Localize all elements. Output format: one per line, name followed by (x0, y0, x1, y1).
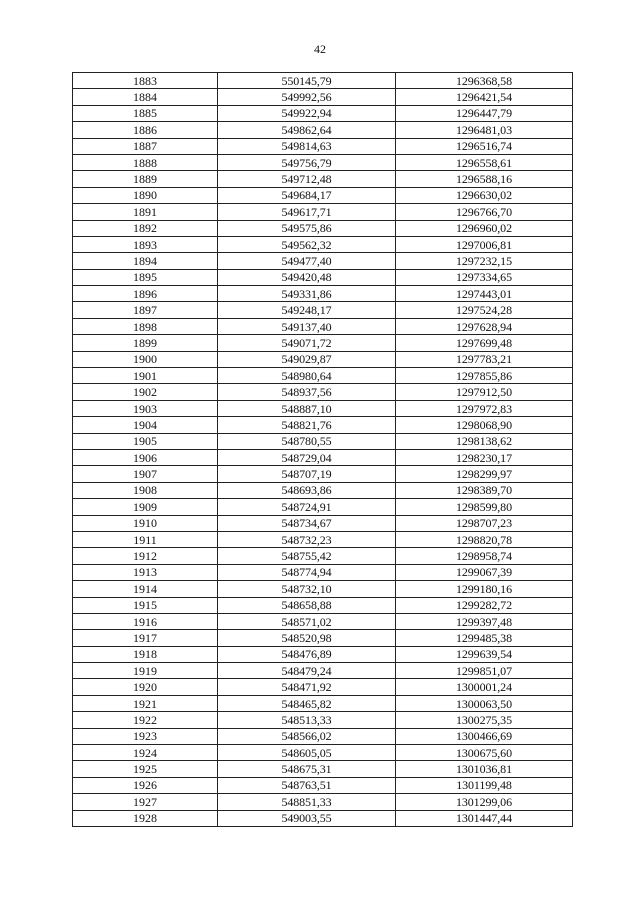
point-number-cell: 1892 (73, 220, 218, 236)
x-coordinate-cell: 550145,79 (218, 73, 396, 89)
y-coordinate-cell: 1296421,54 (396, 89, 573, 105)
point-number-cell: 1922 (73, 712, 218, 728)
x-coordinate-cell: 548780,55 (218, 433, 396, 449)
point-number-cell: 1917 (73, 630, 218, 646)
y-coordinate-cell: 1299067,39 (396, 564, 573, 580)
table-row (73, 728, 573, 744)
point-number-cell: 1899 (73, 335, 218, 351)
table-row (73, 597, 573, 613)
x-coordinate-cell: 548479,24 (218, 663, 396, 679)
table-row (73, 515, 573, 531)
y-coordinate-cell: 1296630,02 (396, 187, 573, 203)
y-coordinate-cell: 1296766,70 (396, 204, 573, 220)
x-coordinate-cell: 548732,10 (218, 581, 396, 597)
x-coordinate-cell: 548571,02 (218, 613, 396, 629)
y-coordinate-cell: 1297628,94 (396, 318, 573, 334)
x-coordinate-cell: 548980,64 (218, 368, 396, 384)
point-number-cell: 1909 (73, 499, 218, 515)
y-coordinate-cell: 1298707,23 (396, 515, 573, 531)
y-coordinate-cell: 1296960,02 (396, 220, 573, 236)
table-row (73, 122, 573, 138)
x-coordinate-cell: 548675,31 (218, 761, 396, 777)
x-coordinate-cell: 548724,91 (218, 499, 396, 515)
y-coordinate-cell: 1301036,81 (396, 761, 573, 777)
point-number-cell: 1916 (73, 613, 218, 629)
point-number-cell: 1901 (73, 368, 218, 384)
table-row (73, 794, 573, 810)
table-row (73, 761, 573, 777)
y-coordinate-cell: 1297006,81 (396, 236, 573, 252)
y-coordinate-cell: 1300675,60 (396, 745, 573, 761)
y-coordinate-cell: 1298230,17 (396, 449, 573, 465)
point-number-cell: 1921 (73, 695, 218, 711)
table-row (73, 368, 573, 384)
point-number-cell: 1898 (73, 318, 218, 334)
y-coordinate-cell: 1296516,74 (396, 138, 573, 154)
point-number-cell: 1913 (73, 564, 218, 580)
x-coordinate-cell: 549420,48 (218, 269, 396, 285)
y-coordinate-cell: 1299180,16 (396, 581, 573, 597)
table-row (73, 236, 573, 252)
y-coordinate-cell: 1296368,58 (396, 73, 573, 89)
point-number-cell: 1905 (73, 433, 218, 449)
x-coordinate-cell: 548763,51 (218, 777, 396, 793)
table-row (73, 499, 573, 515)
table-row (73, 531, 573, 547)
coordinates-table-body (73, 73, 573, 827)
x-coordinate-cell: 548605,05 (218, 745, 396, 761)
table-row (73, 581, 573, 597)
point-number-cell: 1896 (73, 286, 218, 302)
x-coordinate-cell: 548774,94 (218, 564, 396, 580)
x-coordinate-cell: 548851,33 (218, 794, 396, 810)
table-row (73, 73, 573, 89)
point-number-cell: 1924 (73, 745, 218, 761)
y-coordinate-cell: 1298820,78 (396, 531, 573, 547)
table-row (73, 449, 573, 465)
y-coordinate-cell: 1301199,48 (396, 777, 573, 793)
point-number-cell: 1883 (73, 73, 218, 89)
table-row (73, 548, 573, 564)
point-number-cell: 1906 (73, 449, 218, 465)
x-coordinate-cell: 548821,76 (218, 417, 396, 433)
point-number-cell: 1884 (73, 89, 218, 105)
table-row (73, 105, 573, 121)
table-row (73, 187, 573, 203)
table-row (73, 318, 573, 334)
x-coordinate-cell: 548566,02 (218, 728, 396, 744)
x-coordinate-cell: 549071,72 (218, 335, 396, 351)
table-row (73, 154, 573, 170)
table-row (73, 695, 573, 711)
x-coordinate-cell: 549712,48 (218, 171, 396, 187)
table-row (73, 679, 573, 695)
point-number-cell: 1910 (73, 515, 218, 531)
x-coordinate-cell: 548513,33 (218, 712, 396, 728)
x-coordinate-cell: 548471,92 (218, 679, 396, 695)
page-number: 42 (314, 42, 326, 56)
point-number-cell: 1919 (73, 663, 218, 679)
table-row (73, 171, 573, 187)
y-coordinate-cell: 1300001,24 (396, 679, 573, 695)
point-number-cell: 1918 (73, 646, 218, 662)
point-number-cell: 1893 (73, 236, 218, 252)
point-number-cell: 1886 (73, 122, 218, 138)
table-row (73, 433, 573, 449)
y-coordinate-cell: 1296558,61 (396, 154, 573, 170)
table-row (73, 777, 573, 793)
table-row (73, 400, 573, 416)
x-coordinate-cell: 548465,82 (218, 695, 396, 711)
x-coordinate-cell: 548755,42 (218, 548, 396, 564)
y-coordinate-cell: 1297783,21 (396, 351, 573, 367)
x-coordinate-cell: 549003,55 (218, 810, 396, 826)
point-number-cell: 1927 (73, 794, 218, 810)
y-coordinate-cell: 1297972,83 (396, 400, 573, 416)
y-coordinate-cell: 1299282,72 (396, 597, 573, 613)
table-row (73, 630, 573, 646)
table-row (73, 646, 573, 662)
point-number-cell: 1891 (73, 204, 218, 220)
table-row (73, 335, 573, 351)
point-number-cell: 1911 (73, 531, 218, 547)
x-coordinate-cell: 549684,17 (218, 187, 396, 203)
y-coordinate-cell: 1299397,48 (396, 613, 573, 629)
table-row (73, 417, 573, 433)
table-row (73, 482, 573, 498)
point-number-cell: 1900 (73, 351, 218, 367)
table-row (73, 564, 573, 580)
x-coordinate-cell: 548476,89 (218, 646, 396, 662)
table-row (73, 138, 573, 154)
y-coordinate-cell: 1297524,28 (396, 302, 573, 318)
x-coordinate-cell: 548729,04 (218, 449, 396, 465)
x-coordinate-cell: 548693,86 (218, 482, 396, 498)
y-coordinate-cell: 1300063,50 (396, 695, 573, 711)
point-number-cell: 1904 (73, 417, 218, 433)
y-coordinate-cell: 1298138,62 (396, 433, 573, 449)
point-number-cell: 1914 (73, 581, 218, 597)
y-coordinate-cell: 1298299,97 (396, 466, 573, 482)
point-number-cell: 1907 (73, 466, 218, 482)
y-coordinate-cell: 1296447,79 (396, 105, 573, 121)
y-coordinate-cell: 1297232,15 (396, 253, 573, 269)
x-coordinate-cell: 549617,71 (218, 204, 396, 220)
point-number-cell: 1928 (73, 810, 218, 826)
table-row (73, 613, 573, 629)
point-number-cell: 1894 (73, 253, 218, 269)
y-coordinate-cell: 1298958,74 (396, 548, 573, 564)
point-number-cell: 1915 (73, 597, 218, 613)
table-row (73, 712, 573, 728)
x-coordinate-cell: 549331,86 (218, 286, 396, 302)
table-row (73, 286, 573, 302)
point-number-cell: 1887 (73, 138, 218, 154)
point-number-cell: 1890 (73, 187, 218, 203)
x-coordinate-cell: 549575,86 (218, 220, 396, 236)
x-coordinate-cell: 548887,10 (218, 400, 396, 416)
x-coordinate-cell: 549814,63 (218, 138, 396, 154)
y-coordinate-cell: 1300275,35 (396, 712, 573, 728)
x-coordinate-cell: 548734,67 (218, 515, 396, 531)
y-coordinate-cell: 1296588,16 (396, 171, 573, 187)
table-row (73, 302, 573, 318)
point-number-cell: 1923 (73, 728, 218, 744)
x-coordinate-cell: 549756,79 (218, 154, 396, 170)
y-coordinate-cell: 1297334,65 (396, 269, 573, 285)
x-coordinate-cell: 548658,88 (218, 597, 396, 613)
x-coordinate-cell: 549562,32 (218, 236, 396, 252)
point-number-cell: 1912 (73, 548, 218, 564)
point-number-cell: 1889 (73, 171, 218, 187)
y-coordinate-cell: 1297912,50 (396, 384, 573, 400)
point-number-cell: 1920 (73, 679, 218, 695)
x-coordinate-cell: 548732,23 (218, 531, 396, 547)
y-coordinate-cell: 1297443,01 (396, 286, 573, 302)
y-coordinate-cell: 1300466,69 (396, 728, 573, 744)
y-coordinate-cell: 1301299,06 (396, 794, 573, 810)
y-coordinate-cell: 1299639,54 (396, 646, 573, 662)
y-coordinate-cell: 1298599,80 (396, 499, 573, 515)
table-row (73, 810, 573, 826)
table-row (73, 663, 573, 679)
table-row (73, 745, 573, 761)
y-coordinate-cell: 1299485,38 (396, 630, 573, 646)
table-row (73, 384, 573, 400)
x-coordinate-cell: 549137,40 (218, 318, 396, 334)
point-number-cell: 1895 (73, 269, 218, 285)
table-row (73, 351, 573, 367)
y-coordinate-cell: 1298068,90 (396, 417, 573, 433)
x-coordinate-cell: 548937,56 (218, 384, 396, 400)
point-number-cell: 1925 (73, 761, 218, 777)
table-row (73, 269, 573, 285)
point-number-cell: 1926 (73, 777, 218, 793)
table-row (73, 253, 573, 269)
y-coordinate-cell: 1299851,07 (396, 663, 573, 679)
coordinates-table (72, 72, 573, 827)
y-coordinate-cell: 1297855,86 (396, 368, 573, 384)
y-coordinate-cell: 1298389,70 (396, 482, 573, 498)
x-coordinate-cell: 549862,64 (218, 122, 396, 138)
x-coordinate-cell: 549477,40 (218, 253, 396, 269)
y-coordinate-cell: 1301447,44 (396, 810, 573, 826)
x-coordinate-cell: 549248,17 (218, 302, 396, 318)
point-number-cell: 1897 (73, 302, 218, 318)
x-coordinate-cell: 549922,94 (218, 105, 396, 121)
table-row (73, 204, 573, 220)
x-coordinate-cell: 548707,19 (218, 466, 396, 482)
point-number-cell: 1885 (73, 105, 218, 121)
point-number-cell: 1902 (73, 384, 218, 400)
x-coordinate-cell: 549029,87 (218, 351, 396, 367)
table-row (73, 220, 573, 236)
point-number-cell: 1903 (73, 400, 218, 416)
table-row (73, 89, 573, 105)
x-coordinate-cell: 549992,56 (218, 89, 396, 105)
point-number-cell: 1888 (73, 154, 218, 170)
y-coordinate-cell: 1297699,48 (396, 335, 573, 351)
table-row (73, 466, 573, 482)
y-coordinate-cell: 1296481,03 (396, 122, 573, 138)
x-coordinate-cell: 548520,98 (218, 630, 396, 646)
point-number-cell: 1908 (73, 482, 218, 498)
